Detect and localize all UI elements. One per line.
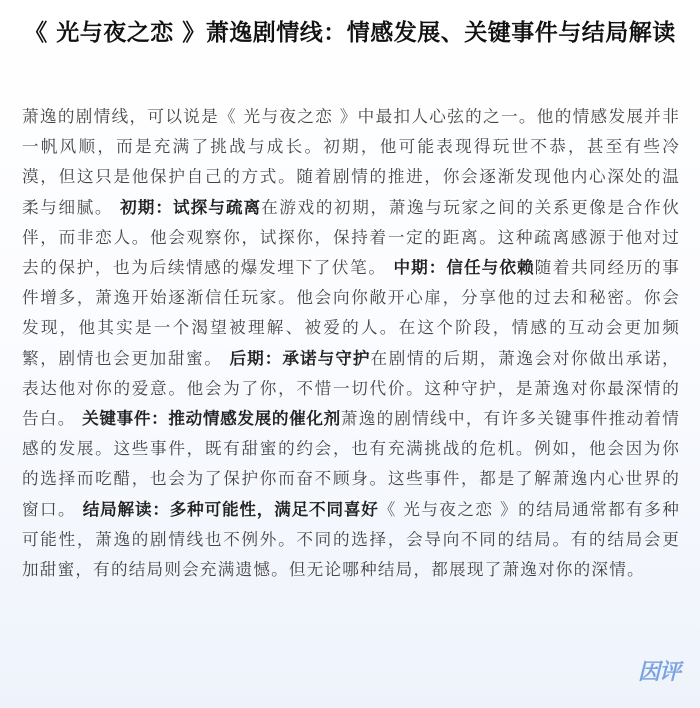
article-body	[22, 102, 680, 585]
section-body-key-events: 萧逸的剧情线中，有许多关键事件推动着情感的发展。这些事件，既有甜蜜的约会，也有充满挑战的危机。例如，他会因为你的选择而吃醋，也会为了保护你而奋不顾身。这些事件，都是了解萧逸内心世界的窗口。	[22, 409, 680, 519]
section-heading-key-events: 关键事件：推动情感发展的催化剂	[82, 409, 341, 429]
section-body-endings: 《 光与夜之恋 》的结局通常都有多种可能性，萧逸的剧情线也不例外。不同的选择，会导向不同的结局。有的结局会更加甜蜜，有的结局则会充满遗憾。但无论哪种结局，都展现了萧逸对你的深情。	[22, 499, 680, 580]
section-body-late: 在剧情的后期，萧逸会对你做出承诺，表达他对你的爱意。他会为了你，不惜一切代价。这种守护，是萧逸对你最深情的告白。	[22, 348, 680, 429]
intro-paragraph: 萧逸的剧情线，可以说是《 光与夜之恋 》中最扣人心弦的之一。他的情感发展并非一帆风顺，而是充满了挑战与成长。初期，他可能表现得玩世不恭，甚至有些冷漠，但这只是他保护自己的方式。随着剧情的推进，你会逐渐发现他内心深处的温柔与细腻。	[22, 107, 680, 217]
section-heading-endings: 结局解读：多种可能性，满足不同喜好	[82, 499, 379, 519]
watermark-logo: 因评	[637, 660, 680, 685]
section-body-early: 在游戏的初期，萧逸与玩家之间的关系更像是合作伙伴，而非恋人。他会观察你，试探你，保持着一定的距离。这种疏离感源于他对过去的保护，也为后续情感的爆发埋下了伏笔。	[22, 197, 680, 278]
section-body-middle: 随着共同经历的事件增多，萧逸开始逐渐信任玩家。他会向你敞开心扉，分享他的过去和秘密。你会发现，他其实是一个渴望被理解、被爱的人。在这个阶段，情感的互动会更加频繁，剧情也会更加甜蜜。	[22, 258, 680, 368]
section-heading-middle: 中期：信任与依赖	[393, 258, 535, 278]
page-title: 《 光与夜之恋 》萧逸剧情线：情感发展、关键事件与结局解读	[24, 20, 676, 46]
section-heading-late: 后期：承诺与守护	[229, 348, 371, 368]
section-heading-early: 初期：试探与疏离	[120, 197, 262, 217]
